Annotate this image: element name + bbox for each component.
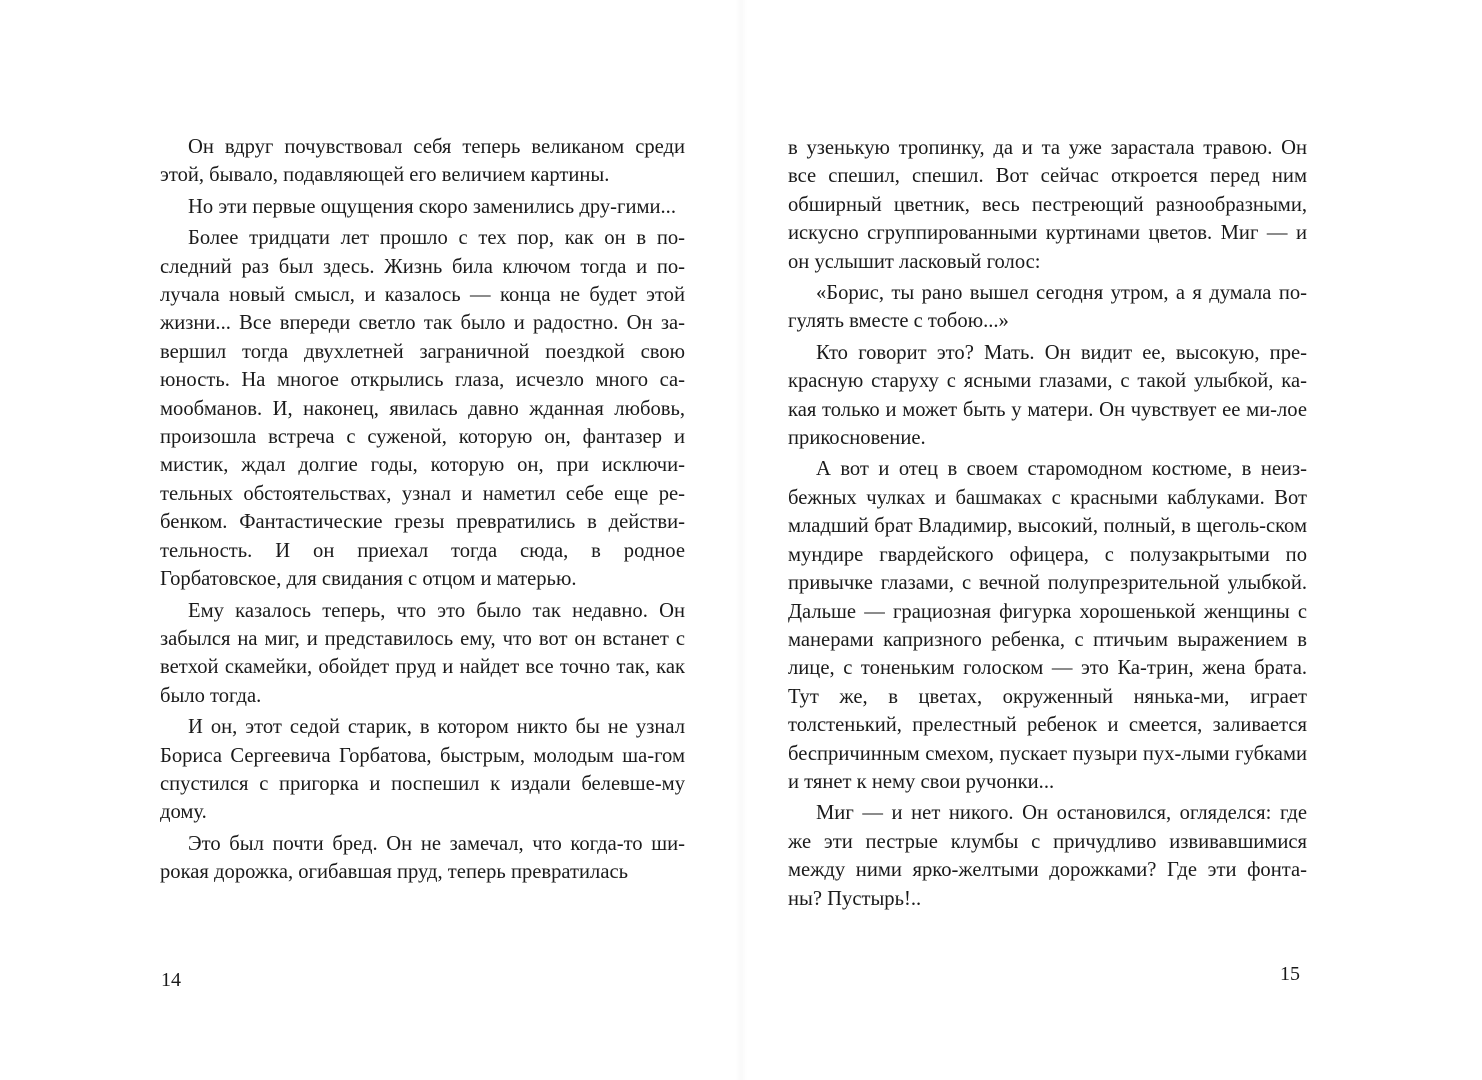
left-page-number: 14 xyxy=(161,969,181,991)
left-paragraph-5: И он, этот седой старик, в котором никто бы не узнал Бориса Сергеевича Горбатова, быстрым, молодым ша-гом спустился с пригорка и поспешил к издали белевше-му дому. xyxy=(160,716,685,824)
right-paragraph-5: Миг — и нет никого. Он остановился, огляделся: где же эти пестрые клумбы с причудливо извивавшимися между ними ярко-желтыми дорожками? Где эти фонта-ны? Пустырь!.. xyxy=(788,802,1307,910)
right-page xyxy=(742,0,1482,1080)
left-paragraph-1: Он вдруг почувствовал себя теперь великаном среди этой, бывало, подавляющей его величием картины. xyxy=(160,136,685,187)
left-page-text xyxy=(160,133,685,890)
right-page-text xyxy=(788,134,1307,916)
left-paragraph-6: Это был почти бред. Он не замечал, что когда-то ши-рокая дорожка, огибавшая пруд, теперь превратилась xyxy=(160,832,685,884)
left-page xyxy=(0,0,740,1080)
right-paragraph-3: Кто говорит это? Мать. Он видит ее, высокую, пре-красную старуху с ясными глазами, с такой улыбкой, ка-кая только и может быть у матери. Он чувствует ее ми-лое прикосновение. xyxy=(788,341,1307,450)
right-paragraph-2: «Борис, ты рано вышел сегодня утром, а я думала по-гулять вместе с тобою...» xyxy=(788,282,1307,333)
left-paragraph-2: Но эти первые ощущения скоро заменились дру-гими... xyxy=(188,195,676,218)
left-paragraph-3: Более тридцати лет прошло с тех пор, как он в по-следний раз был здесь. Жизнь била ключом тогда и по-лучала новый смысл, и казалось — конца не будет этой жизни... Все впереди светло так было и радостно. Он за-вершил тогда двухлетней заграничной поездкой свою юность. На многое открылись глаза, исчезло много са-мообманов. И, наконец, явилась давно жданная любовь, произошла встреча с суженой, которую он, фантазер и мистик, ждал долгие годы, которую он, при исключи-тельных обстоятельствах, узнал и наметил себе еще ре-бенком. Фантастические грезы превратились в действи-тельность. И он приехал тогда сюда, в родное Горбатовское, для свидания с отцом и матерью. xyxy=(160,227,685,591)
right-paragraph-1: в узенькую тропинку, да и та уже зарастала травою. Он все спешил, спешил. Вот сейчас откроется перед ним обширный цветник, весь пестреющий разнообразными, искусно сгруппированными куртинами цветов. Миг — и он услышит ласковый голос: xyxy=(788,137,1307,273)
right-paragraph-4: А вот и отец в своем старомодном костюме, в неиз-бежных чулках и башмаках с красными каблуками. Вот младший брат Владимир, высокий, полный, в щеголь-ском мундире гвардейского офицера, с полузакрытыми по привычке глазами, с вечной полупрезрительной улыбкой. Дальше — грациозная фигурка хорошенькой женщины с манерами капризного ребенка, с птичьим выражением в лице, с тоненьким голоском — это Ка-трин, жена брата. Тут же, в цветах, окруженный нянька-ми, играет толстенький, прелестный ребенок и смеется, заливается беспричинным смехом, пускает пузыри пух-лыми губками и тянет к нему свои ручонки... xyxy=(788,458,1307,793)
right-page-number: 15 xyxy=(1280,963,1300,985)
left-paragraph-4: Ему казалось теперь, что это было так недавно. Он забылся на миг, и представилось ему, что вот он встанет с ветхой скамейки, обойдет пруд и найдет все точно так, как было тогда. xyxy=(160,599,685,707)
